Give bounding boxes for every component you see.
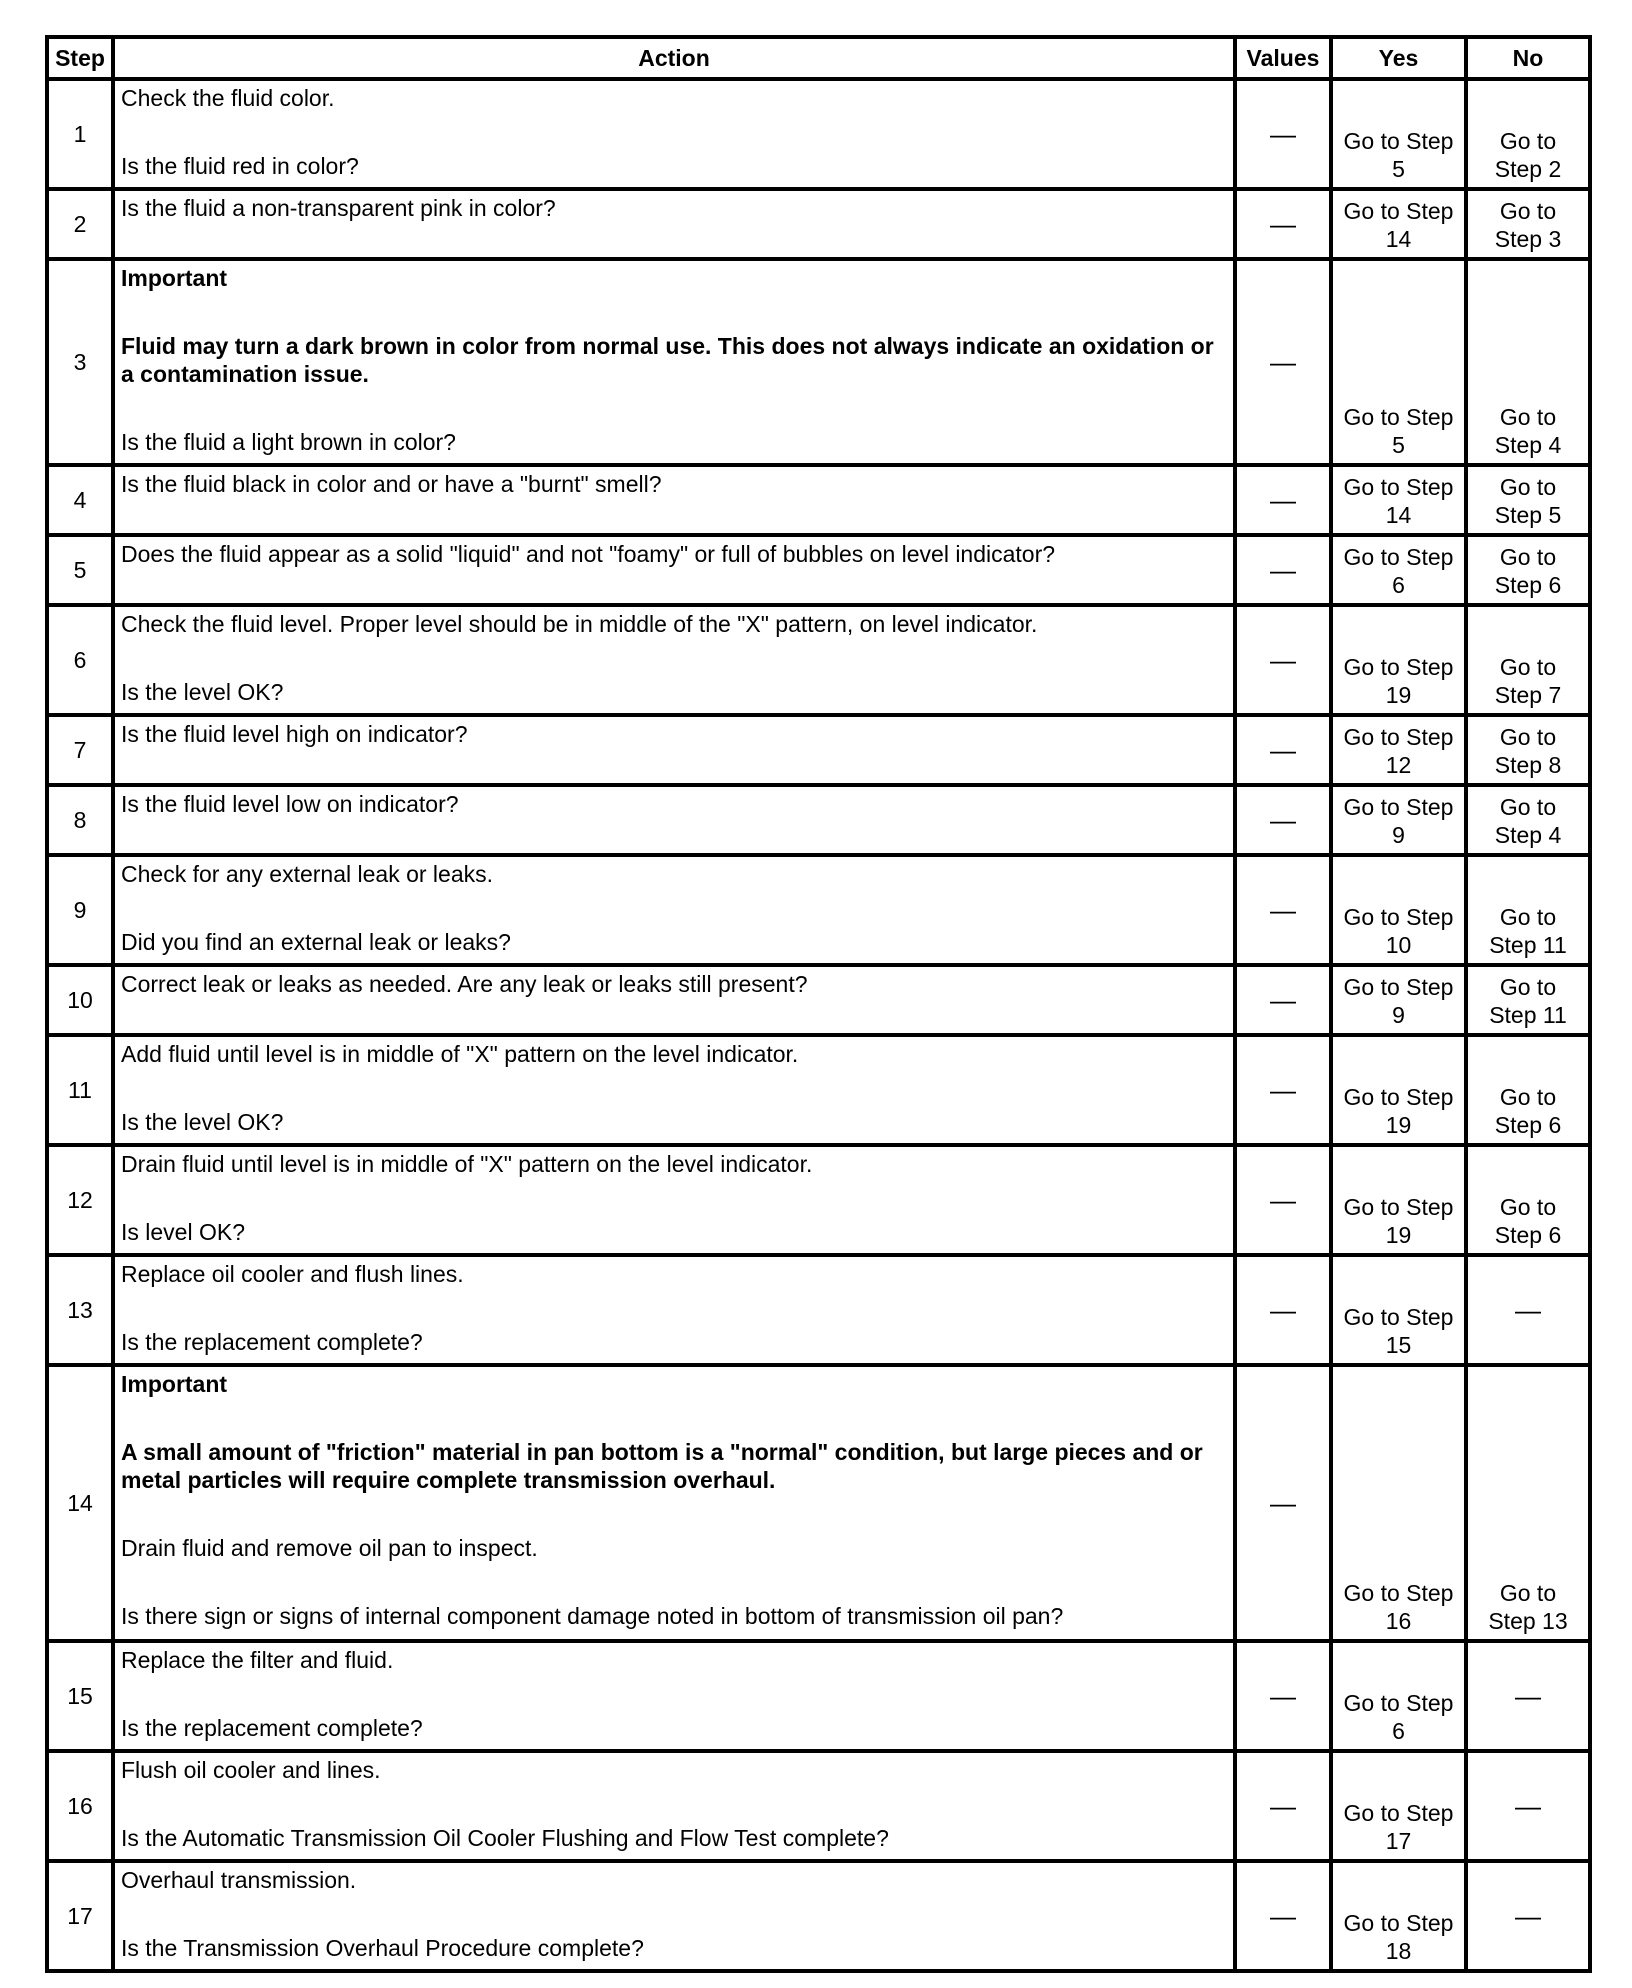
action-cell [113,535,1235,605]
no-text: Go to [1499,1194,1557,1220]
values-cell: — [1235,1861,1331,1971]
no-step: Step 4 [1494,432,1562,458]
table-row [47,1145,1590,1255]
action-question: Is the fluid level low on indicator? [121,791,459,817]
action-question: Is the level OK? [121,679,284,705]
yes-cell [1331,189,1466,259]
header-row [47,37,1590,79]
values-cell: — [1235,785,1331,855]
step-number: 1 [47,79,113,189]
action-line: Drain fluid until level is in middle of "X" pattern on the level indicator. [121,1151,813,1177]
action-line: Flush oil cooler and lines. [121,1757,381,1783]
no-cell [1466,605,1590,715]
step-number: 17 [47,1861,113,1971]
yes-step: 16 [1385,1608,1412,1634]
action-question: Is the fluid a light brown in color? [121,429,456,455]
yes-step: 14 [1385,226,1412,252]
values-cell: — [1235,1145,1331,1255]
no-cell: — [1466,1641,1590,1751]
yes-cell [1331,715,1466,785]
no-cell: — [1466,1751,1590,1861]
values-cell: — [1235,965,1331,1035]
yes-text: Go to Step [1343,1910,1454,1936]
yes-text: Go to Step [1343,404,1454,430]
yes-text: Go to Step [1343,794,1454,820]
yes-cell [1331,785,1466,855]
action-cell [113,1751,1235,1861]
yes-cell [1331,1365,1466,1641]
action-question: Is the level OK? [121,1109,284,1135]
action-cell [113,715,1235,785]
action-line: Check the fluid level. Proper level should be in middle of the "X" pattern, on level indicator. [121,611,1038,637]
no-text: Go to [1499,904,1557,930]
header-action: Action [113,37,1235,79]
values-cell: — [1235,855,1331,965]
no-step: Step 3 [1494,226,1562,252]
table-row [47,1255,1590,1365]
table-row [47,1861,1590,1971]
action-cell [113,465,1235,535]
step-number: 2 [47,189,113,259]
no-text: Go to [1499,544,1557,570]
yes-text: Go to Step [1343,1580,1454,1606]
diagnostic-table [45,35,1592,1973]
values-cell: — [1235,1751,1331,1861]
yes-cell [1331,1751,1466,1861]
no-step: Step 5 [1494,502,1562,528]
action-question: Is the Automatic Transmission Oil Cooler Flushing and Flow Test complete? [121,1825,889,1851]
action-line: Replace the filter and fluid. [121,1647,394,1673]
no-text: Go to [1499,474,1557,500]
step-number: 5 [47,535,113,605]
action-cell [113,1035,1235,1145]
table-row [47,965,1590,1035]
no-cell: — [1466,1861,1590,1971]
important-note: Fluid may turn a dark brown in color from normal use. This does not always indicate an oxidation or a contamination issue. [121,333,1214,387]
step-number: 8 [47,785,113,855]
action-question: Is the replacement complete? [121,1329,423,1355]
header-values: Values [1235,37,1331,79]
yes-cell [1331,1255,1466,1365]
no-text: Go to [1499,974,1557,1000]
no-cell [1466,79,1590,189]
yes-cell [1331,535,1466,605]
values-cell: — [1235,259,1331,465]
action-cell [113,259,1235,465]
yes-cell [1331,79,1466,189]
no-step: Step 6 [1494,572,1562,598]
yes-text: Go to Step [1343,654,1454,680]
step-number: 4 [47,465,113,535]
header-no: No [1466,37,1590,79]
header-step: Step [47,37,113,79]
action-line: Check for any external leak or leaks. [121,861,494,887]
step-number: 12 [47,1145,113,1255]
action-question: Correct leak or leaks as needed. Are any leak or leaks still present? [121,971,808,997]
table-row [47,1751,1590,1861]
yes-step: 6 [1392,572,1405,598]
values-cell: — [1235,1255,1331,1365]
table-row [47,1365,1590,1641]
no-text: Go to [1499,128,1557,154]
yes-step: 18 [1385,1938,1412,1964]
action-line: Add fluid until level is in middle of "X" pattern on the level indicator. [121,1041,799,1067]
action-question: Is the fluid red in color? [121,153,359,179]
yes-cell [1331,259,1466,465]
yes-text: Go to Step [1343,1084,1454,1110]
no-step: Step 6 [1494,1112,1562,1138]
header-yes: Yes [1331,37,1466,79]
yes-text: Go to Step [1343,1800,1454,1826]
step-number: 3 [47,259,113,465]
no-cell [1466,465,1590,535]
table-row [47,715,1590,785]
yes-step: 5 [1392,432,1405,458]
no-cell [1466,715,1590,785]
action-question: Is the fluid black in color and or have a "burnt" smell? [121,471,662,497]
action-question: Is the replacement complete? [121,1715,423,1741]
yes-step: 15 [1385,1332,1412,1358]
action-question: Is the Transmission Overhaul Procedure complete? [121,1935,644,1961]
action-question: Is the fluid a non-transparent pink in color? [121,195,556,221]
important-note: A small amount of "friction" material in pan bottom is a "normal" condition, but large pieces and or metal particles will require complete transmission overhaul. [121,1439,1203,1493]
action-line: Replace oil cooler and flush lines. [121,1261,464,1287]
yes-step: 6 [1392,1718,1405,1744]
important-label: Important [121,265,228,291]
no-cell: — [1466,1255,1590,1365]
no-cell [1466,1365,1590,1641]
table-row [47,605,1590,715]
yes-step: 9 [1392,1002,1405,1028]
table-row [47,1035,1590,1145]
yes-text: Go to Step [1343,1194,1454,1220]
values-cell: — [1235,535,1331,605]
step-number: 14 [47,1365,113,1641]
values-cell: — [1235,1641,1331,1751]
yes-text: Go to Step [1343,544,1454,570]
no-text: Go to [1499,1580,1557,1606]
no-step: Step 2 [1494,156,1562,182]
action-cell [113,855,1235,965]
table-row [47,855,1590,965]
no-text: Go to [1499,654,1557,680]
yes-cell [1331,965,1466,1035]
yes-text: Go to Step [1343,474,1454,500]
no-text: Go to [1499,404,1557,430]
values-cell: — [1235,1365,1331,1641]
yes-step: 17 [1385,1828,1412,1854]
action-cell [113,1641,1235,1751]
yes-step: 12 [1385,752,1412,778]
yes-text: Go to Step [1343,724,1454,750]
no-cell [1466,535,1590,605]
no-text: Go to [1499,724,1557,750]
yes-cell [1331,1035,1466,1145]
values-cell: — [1235,605,1331,715]
yes-text: Go to Step [1343,198,1454,224]
values-cell: — [1235,465,1331,535]
action-question: Is there sign or signs of internal component damage noted in bottom of transmission oil pan? [121,1603,1064,1629]
table-row [47,189,1590,259]
no-step: Step 11 [1489,932,1567,958]
step-number: 13 [47,1255,113,1365]
action-cell [113,605,1235,715]
action-cell [113,79,1235,189]
yes-step: 19 [1385,1112,1412,1138]
yes-text: Go to Step [1343,904,1454,930]
important-label: Important [121,1371,228,1397]
no-text: Go to [1499,198,1557,224]
table-row [47,465,1590,535]
step-number: 11 [47,1035,113,1145]
action-cell [113,1255,1235,1365]
no-cell [1466,189,1590,259]
table-row [47,79,1590,189]
no-cell [1466,785,1590,855]
no-step: Step 13 [1488,1608,1568,1634]
action-question: Does the fluid appear as a solid "liquid" and not "foamy" or full of bubbles on level indicator? [121,541,1056,567]
no-step: Step 6 [1494,1222,1562,1248]
values-cell: — [1235,189,1331,259]
yes-step: 10 [1385,932,1412,958]
action-question: Is the fluid level high on indicator? [121,721,468,747]
table-row [47,785,1590,855]
yes-step: 5 [1392,156,1405,182]
step-number: 9 [47,855,113,965]
action-question: Did you find an external leak or leaks? [121,929,511,955]
action-cell [113,1365,1235,1641]
action-line: Drain fluid and remove oil pan to inspect. [121,1535,538,1561]
action-question: Is level OK? [121,1219,245,1245]
yes-cell [1331,1145,1466,1255]
table-row [47,259,1590,465]
no-step: Step 4 [1494,822,1562,848]
no-step: Step 11 [1489,1002,1567,1028]
values-cell: — [1235,79,1331,189]
no-cell [1466,965,1590,1035]
yes-cell [1331,1861,1466,1971]
step-number: 16 [47,1751,113,1861]
yes-step: 19 [1385,1222,1412,1248]
table-row [47,535,1590,605]
yes-step: 14 [1385,502,1412,528]
no-text: Go to [1499,1084,1557,1110]
step-number: 10 [47,965,113,1035]
no-cell [1466,1145,1590,1255]
action-cell [113,189,1235,259]
step-number: 7 [47,715,113,785]
action-line: Overhaul transmission. [121,1867,357,1893]
yes-text: Go to Step [1343,1304,1454,1330]
no-cell [1466,259,1590,465]
no-step: Step 7 [1494,682,1562,708]
yes-cell [1331,465,1466,535]
yes-cell [1331,605,1466,715]
yes-text: Go to Step [1343,1690,1454,1716]
action-line: Check the fluid color. [121,85,335,111]
step-number: 15 [47,1641,113,1751]
no-cell [1466,1035,1590,1145]
action-cell [113,1145,1235,1255]
values-cell: — [1235,1035,1331,1145]
no-cell [1466,855,1590,965]
yes-step: 19 [1385,682,1412,708]
yes-text: Go to Step [1343,974,1454,1000]
yes-cell [1331,1641,1466,1751]
table-row [47,1641,1590,1751]
no-step: Step 8 [1494,752,1562,778]
step-number: 6 [47,605,113,715]
yes-cell [1331,855,1466,965]
values-cell: — [1235,715,1331,785]
action-cell [113,785,1235,855]
action-cell [113,1861,1235,1971]
yes-step: 9 [1392,822,1405,848]
action-cell [113,965,1235,1035]
yes-text: Go to Step [1343,128,1454,154]
no-text: Go to [1499,794,1557,820]
